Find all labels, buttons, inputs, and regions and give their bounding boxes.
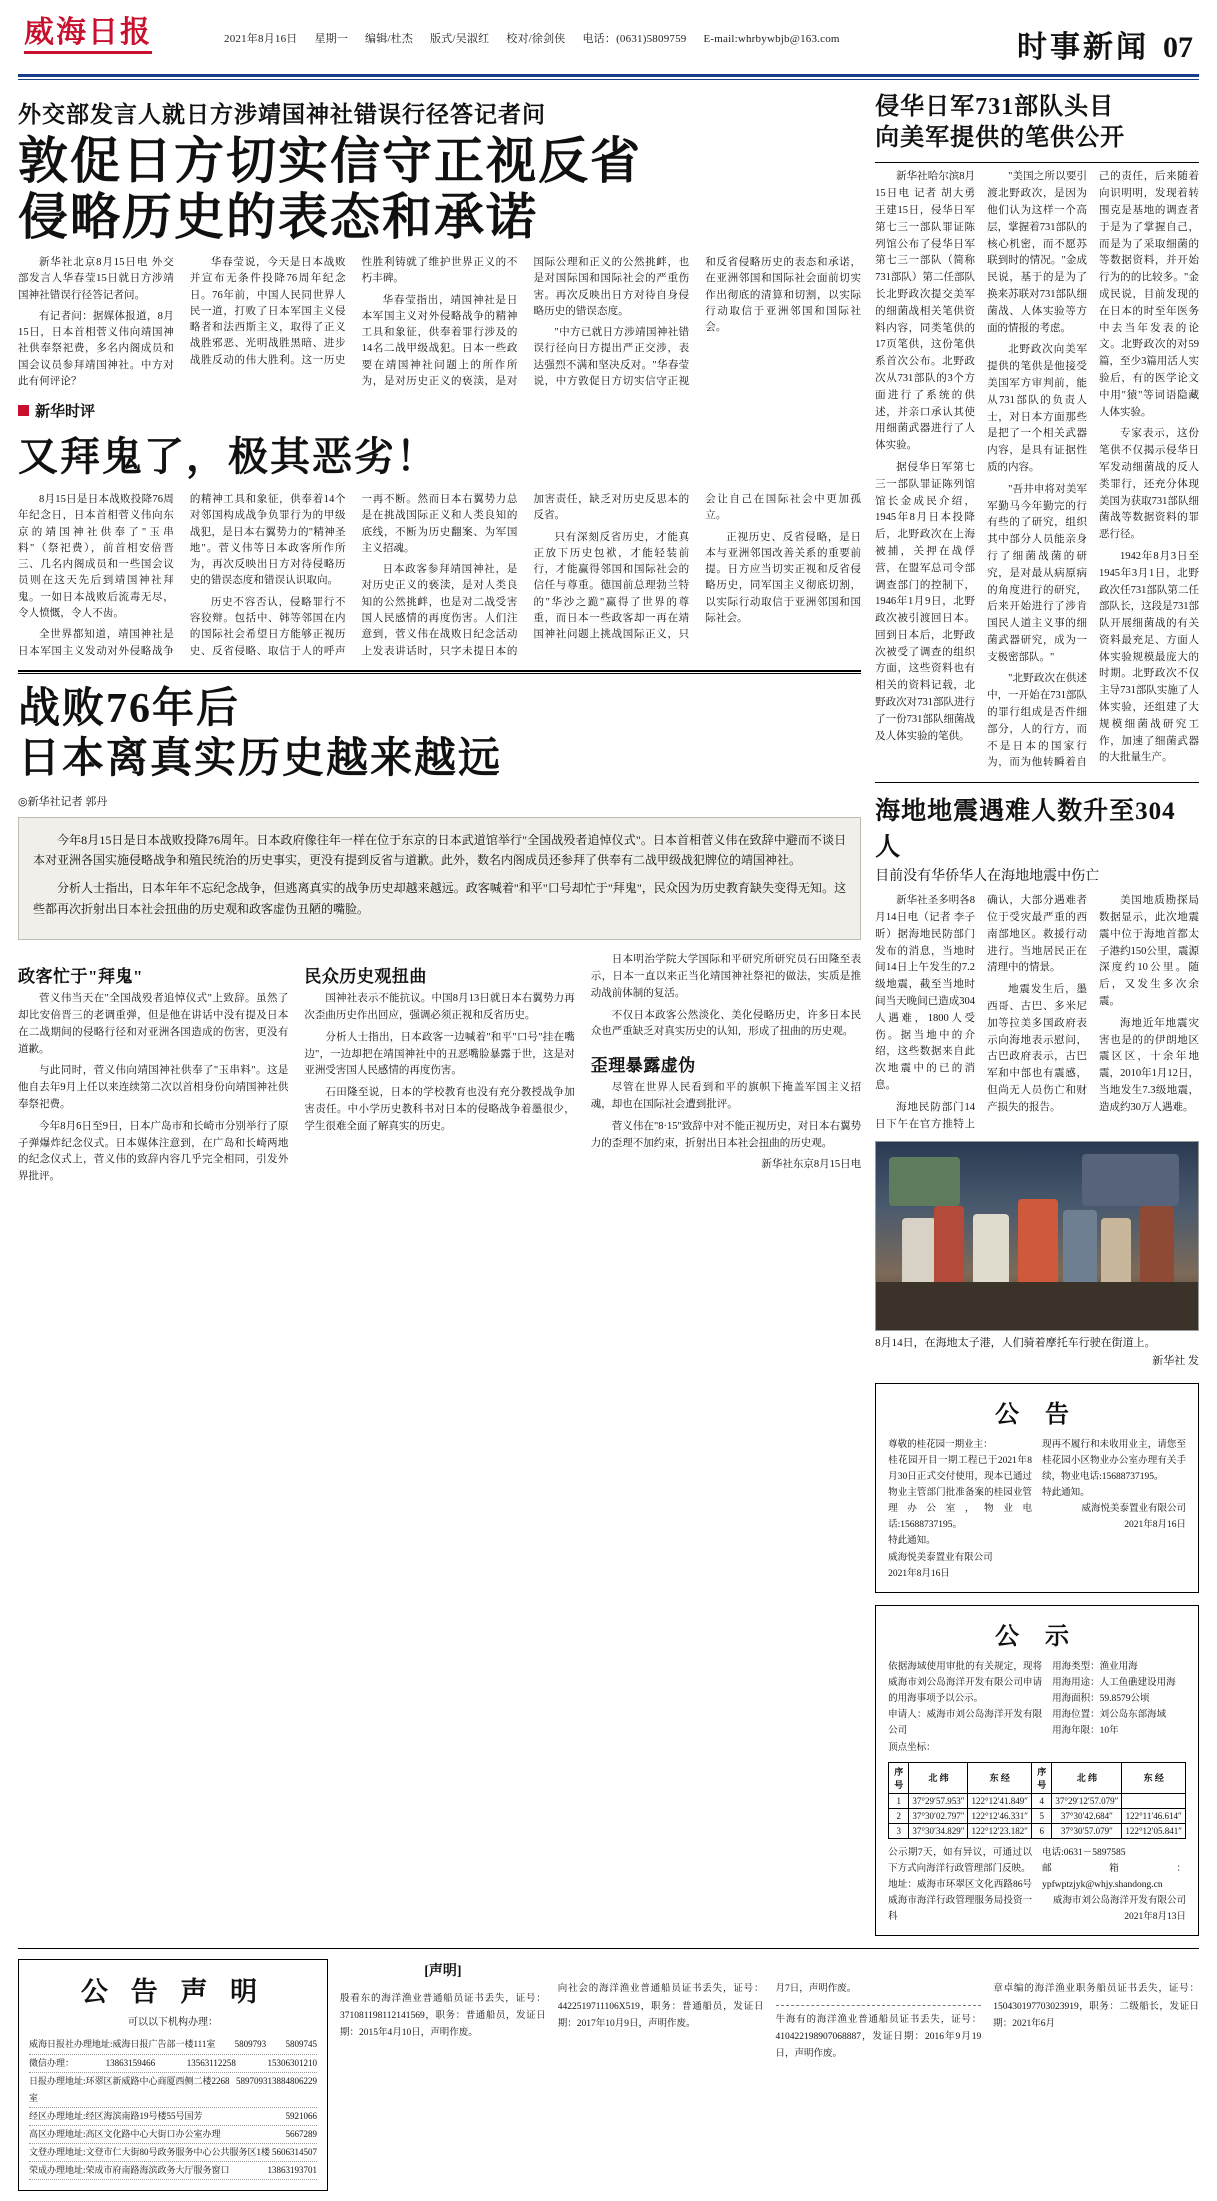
issue-weekday: 星期一: [314, 33, 349, 45]
section-name: 时事新闻: [1017, 31, 1149, 64]
announcement-subtitle: 可以以下机构办理：: [128, 2017, 218, 2029]
list-item: [29, 2144, 317, 2162]
col-header: 北 纬: [1052, 1762, 1122, 1793]
cell: 122°11′46.614″: [1122, 1808, 1186, 1823]
paragraph: 全世界都知道，靖国神社是日本军国主义发动对外侵略战争的精神工具和象征，供奉着14个对邻国构成战争负罪行为的甲级战犯，是日本右翼势力的"精神圣地"。菅义伟等日本政客所作所为，再次反映出日方对待侵略历史的错误态度和错误认识取向。: [18, 494, 346, 657]
cell: 4: [1032, 1793, 1052, 1808]
feature-section-3-intro: [591, 952, 861, 1041]
declaration-text: 月7日，声明作废。: [775, 1984, 857, 1995]
cell: 2: [889, 1808, 909, 1823]
declaration-text: 向社会的海洋渔业普通船员证书丢失，证号：4422519711106X519，职务：普通船员，发证日期：2017年10月9日，声明作废。: [557, 1984, 764, 2029]
announcement-box: [18, 1959, 328, 2191]
lead-headline-line1: 敦促日方切实信守正视反省: [18, 133, 642, 189]
footer-line: 威海市刘公岛海洋开发有限公司: [1053, 1896, 1187, 1907]
location-phone2: 13863193701: [267, 2165, 317, 2176]
table-row: [889, 1823, 1186, 1838]
cell: 122°12′05.841″: [1122, 1823, 1186, 1838]
declarations-block: [340, 1959, 1199, 2191]
page-number: 07: [1163, 31, 1193, 64]
cell: 6: [1032, 1823, 1052, 1838]
location-name: 威海日报社办理地址:威海日报广告部一楼111室: [29, 2039, 216, 2050]
notice-date: 2021年8月16日: [1124, 1520, 1187, 1531]
publicity-line: 用海位置：刘公岛东部海域: [1052, 1710, 1167, 1721]
masthead-section: [1017, 18, 1193, 66]
location-name: 经区办理地址:经区海滨南路19号楼55号国芳: [29, 2110, 203, 2121]
paragraph: 华春莹指出，靖国神社是日本军国主义对外侵略战争的精神工具和象征，供奉着罪行涉及的14名二战甲级战犯。日本一些政要在靖国神社问题上的所作所为，是对历史正义的亵渎，是对国际公理和正义的公然挑衅，也是对国际国和国际社会的严重伤害。再次反映出日方对待自身侵略历史的错误态度。: [361, 257, 690, 387]
cell: 1: [889, 1793, 909, 1808]
lead-headline-line2: 侵略历史的表态和承诺: [18, 189, 538, 245]
location-name: 微信办理：: [29, 2057, 75, 2068]
masthead-info: [224, 18, 1017, 46]
paragraph: 美国地质勘探局数据显示，此次地震震中位于海地首都太子港约150公里，震源深度约10公里。随后，又发生多次余震。: [1099, 895, 1199, 1008]
publicity-left: [888, 1659, 1042, 1756]
footer-line: 公示期7天，如有异议，可通过以下方式向海洋行政管理部门反映。: [888, 1847, 1033, 1874]
cell: 5: [1032, 1808, 1052, 1823]
paragraph: 尽管在世界人民看到和平的旗帜下掩盖军国主义招魂，却也在国际社会遭到批评。: [590, 1082, 862, 1110]
paragraph: "中方已就日方涉靖国神社错误行径向日方提出严正交涉，表达强烈不满和坚决反对。"华春莹说，中方敦促日方切实信守正视和反省侵略历史的表态和承诺，在亚洲邻国和国际社会面前切实作出彻底的清算和切割，以实际行动取信于亚洲邻国和国际社会。: [533, 257, 862, 387]
publicity-line: 申请人：威海市刘公岛海洋开发有限公司: [888, 1710, 1043, 1737]
paragraph: 专家表示，这份笔供不仅揭示侵华日军发动细菌战的反人类罪行，还充分体现美国为获取731部队细菌战等数据资料的罪恶行径。: [1099, 428, 1199, 541]
publicity-line: 用海面积：59.8579公顷: [1052, 1694, 1150, 1705]
notice-line: 尊敬的桂花园一期业主：: [888, 1439, 993, 1450]
notice-line: 2021年8月16日: [888, 1568, 950, 1579]
cell: [1122, 1793, 1186, 1808]
col-header: 东 经: [968, 1762, 1032, 1793]
paragraph: "吾井申将对美军军勤马今年勤完的行有些的了研究，组织其中部分人员能亲身行了细菌战菌的研究，是对最从病原病的角度进行的研究，后来开始进行了涉肯国民人道主义事的细菌武器研究，成为一支极密部队。": [987, 483, 1088, 663]
news-photo: [875, 1141, 1199, 1331]
paragraph: 海地民防部门14日下午在官方推特上确认，大部分遇难者位于受灾最严重的西南部地区。救援行动进行。当地居民正在清理中的情景。: [875, 895, 1088, 1130]
contact-email: E-mail:whrbywbjb@163.com: [703, 33, 840, 45]
location-phone2: 5921066: [285, 2110, 317, 2121]
cell: 37°30′57.079″: [1052, 1823, 1122, 1838]
photo-caption: [875, 1335, 1199, 1370]
feature-sections: [18, 952, 861, 1191]
bottom-section: [18, 1948, 1199, 2191]
paragraph: 新华社哈尔滨8月15日电 记者 胡大勇 王建15日，侵华日军第七三一部队罪证陈列馆公布了侵华日军第七三一部队（简称731部队）第二任部队长北野政次提交美军的细菌战相关笔供资料内容，同类笔供的17页笔供，这份笔供系首次公布。北野政次从731部队的3个方面进行了系统的供述，并亲口承认其使用细菌武器进行了人体实验。: [875, 171, 976, 452]
divider: [875, 162, 1199, 163]
right-article1-title-line2: 向美军提供的笔供公开: [875, 125, 1126, 152]
newspaper-title: 威海日报: [24, 18, 152, 54]
right-column: [875, 90, 1199, 1936]
paragraph: 据侵华日军第七三一部队罪证陈列馆馆长金成民介绍，1945年8月日本投降后，北野政次在上海被捕，关押在战俘营，在盟军总司令部调查部门的控制下，1946年1月9日，北野政次被引渡回日本。回到日本后，北野政次被受了调查的组织方面，这些资料也有相关的资料记载，北野政次对731部队进行了一份731部队细菌战及人体实验的笔供。: [875, 461, 976, 742]
publicity-line: 用海类型：渔业用海: [1052, 1661, 1138, 1672]
lead-headline: [18, 133, 861, 245]
table-row: [889, 1793, 1186, 1808]
divider: [875, 782, 1199, 783]
location-phone2: 5606314507: [272, 2146, 317, 2157]
paragraph: 新华社圣多明各8月14日电（记者 李子昕）据海地民防部门发布的消息，当地时间14日上午发生的7.2级地震，截至当地时间当天晚间已造成304人遇难，1800人受伤。据当地中的介绍，这些数据来自此次地震中的已的消息。: [875, 895, 976, 1092]
feature-byline: ◎新华社记者 郭丹: [18, 795, 108, 808]
editor-credit: 编辑/杜杰: [365, 33, 414, 45]
location-name: 日报办理地址:环翠区新威路中心商厦西侧二楼2268室: [29, 2075, 230, 2103]
commentary-body: [18, 492, 861, 660]
location-name: 荣成办理地址:荣成市府南路海滨政务大厅服务窗口: [29, 2165, 230, 2176]
feature-section-1: [18, 952, 288, 1191]
location-phone: 5897093: [236, 2075, 268, 2086]
publicity-right: [1052, 1659, 1186, 1756]
cell: 37°30′42.684″: [1052, 1808, 1122, 1823]
feature-section-3: [591, 952, 861, 1191]
paragraph: 海地近年地震灾害也是的的伊朗地区震区区，十余年地震，2010年1月12日，当地发生7.3级地震，造成约30万人遇难。: [1099, 1017, 1199, 1113]
feature-section-3-body: [591, 1080, 861, 1174]
declaration-col-2: [558, 1959, 764, 2191]
paragraph: 新华社北京8月15日电 外交部发言人华春莹15日就日方涉靖国神社错误行径答记者问。: [18, 257, 174, 301]
col-header: 北 纬: [909, 1762, 968, 1793]
paragraph: 日本政客参拜靖国神社，是对历史正义的亵渎，是对人类良知的公然挑衅，也是对二战受害国人民感情的再度伤害。人们注意到，菅义伟在战败日纪念活动上发表讲话时，只字未提日本的加害责任，缺乏对历史反思本的反省。: [361, 494, 690, 657]
publicity-line: 用海年限：10年: [1052, 1726, 1119, 1737]
cell: 3: [889, 1823, 909, 1838]
masthead-rule: [18, 74, 1199, 77]
col-header: 序号: [1032, 1762, 1052, 1793]
paragraph: 1942年8月3日至1945年3月1日，北野政次任731部队第二任部队长，这段是731部队开展细菌战的有关资料最充足、方面人体实验规模最庞大的时期。北野政次不仅主导731部队实施了人体实验，还组建了大规模细菌战研究工作，加速了细菌武器的大批量生产。: [1099, 550, 1199, 764]
location-name: 文登办理地址:文登市仁大街80号政务服务中心公共服务区1楼: [29, 2146, 271, 2157]
footer-line: 2021年8月13日: [1124, 1912, 1187, 1923]
paragraph: 有记者问：据媒体报道，8月15日，日本首相菅义伟向靖国神社供奉祭祀费，多名内阁成员和国会议员参拜靖国神社。中方对此有何评论？: [18, 310, 174, 387]
col-header: 序号: [889, 1762, 909, 1793]
notice-title: 公 告: [995, 1401, 1080, 1428]
declaration-col-1: [340, 1959, 546, 2191]
list-item: [29, 2108, 317, 2126]
announcement-locations: [29, 2036, 317, 2180]
masthead-rule-thin: [18, 79, 1199, 80]
masthead-logo: [24, 18, 224, 54]
paragraph: 华春莹说，今天是日本战败并宣布无条件投降76周年纪念日。76年前，中国人民同世界人民一道，打败了日本军国主义侵略者和法西斯主义，取得了正义战胜邪恶、光明战胜黑暗、进步战胜反动的伟大胜利。这一历史性胜利铸就了维护世界正义的不朽丰碑。: [189, 257, 518, 366]
cell: 37°30′34.829″: [909, 1823, 968, 1838]
declaration-text: 章卓编的海洋渔业职务船员证书丢失，证号：150430197703023919，职务：二级船长，发证日期：2021年6月: [993, 1984, 1199, 2029]
location-phone: 13863159466: [105, 2057, 156, 2068]
photo-caption-text: 8月14日，在海地太子港，人们骑着摩托车行驶在街道上。: [875, 1337, 1156, 1350]
paragraph: 国神社表示不能抗议。中国8月13日就日本右翼势力再次歪曲历史作出回应，强调必须正视和反省历史。: [304, 993, 575, 1021]
footer-line: 邮箱：ypfwptzjyk@whjy.shandong.cn: [1042, 1863, 1187, 1890]
declaration-text: 殷看东的海洋渔业普通船员证书丢失，证号：371081198112141569，职务：普通船员，发证日期：2015年4月10日，声明作废。: [340, 1993, 546, 2038]
paragraph: 只有深刻反省历史，才能真正放下历史包袱，才能轻装前行，才能赢得邻国和国际社会的信任与尊重。德国前总理勃兰特的"华沙之跪"赢得了世界的尊重，而日本一些政客却一再在靖国神社问题上挑战国际正义，只会让自己在国际社会中更加孤立。: [533, 494, 862, 641]
paragraph: 地震发生后，墨西哥、古巴、多米尼加等拉美多国政府表示向海地表示慰问，古巴政府表示，古巴军和中部也有震感，但尚无人员伤亡和财产损失的报告。: [987, 984, 1088, 1113]
right-article1-body: [875, 169, 1199, 772]
publicity-announcement: [875, 1605, 1199, 1937]
notice-announcement: [875, 1383, 1199, 1593]
cell: 37°29′57.953″: [909, 1793, 968, 1808]
publicity-footer-right: [1042, 1845, 1186, 1926]
publicity-line: 依据海域使用审批的有关规定，现将威海市刘公岛海洋开发有限公司申请的用海事项予以公示。: [888, 1661, 1043, 1705]
coordinates-table: [888, 1762, 1186, 1839]
list-item: [29, 2055, 317, 2073]
notice-line: 特此通知。: [1042, 1488, 1090, 1499]
footer-line: 电话:0631－5897585: [1042, 1847, 1126, 1858]
notice-signature: 威海悦美泰置业有限公司: [1081, 1504, 1187, 1515]
right-article1-title-line1: 侵华日军731部队头目: [875, 94, 1115, 120]
publicity-line: 顶点坐标：: [888, 1742, 936, 1753]
right-article2-body: [875, 893, 1199, 1133]
feature-subhead-2: 民众历史观扭曲: [304, 967, 427, 987]
cell: 122°12′23.182″: [968, 1823, 1032, 1838]
paragraph: 分析人士指出，日本年年不忘纪念战争，但逃离真实的战争历史却越来越远。政客喊着"和平"口号却忙于"拜鬼"，民众因为历史教育缺失变得无知。这些都再次折射出日本社会扭曲的历史观和政客虚伪丑陋的嘴脸。: [33, 881, 847, 916]
location-name: 高区办理地址:高区文化路中心大街口办公室办理: [29, 2128, 221, 2139]
right-article1-title: [875, 92, 1199, 154]
masthead: [18, 14, 1199, 72]
paragraph: 日本明治学院大学国际和平研究所研究员石田隆至表示，日本一直以来正当化靖国神社祭祀的做法，实质是推动战前体制的复活。: [590, 954, 862, 999]
location-phone2: 5667289: [285, 2128, 317, 2139]
location-phone3: 15306301210: [267, 2057, 317, 2068]
notice-left-text: [888, 1437, 1032, 1582]
feature-lead-box: [18, 817, 861, 941]
commentary-title: 又拜鬼了，极其恶劣！: [18, 434, 438, 480]
location-phone2: 13884806229: [267, 2075, 317, 2086]
table-header-row: [889, 1762, 1186, 1793]
feature-subhead-3: 歪理暴露虚伪: [590, 1056, 696, 1076]
paragraph: 石田隆至说，日本的学校教育也没有充分教授战争加害责任。中小学历史教科书对日本的侵略战争着墨很少，学生很难全面了解真实的历史。: [304, 1087, 575, 1132]
paragraph: 不仅日本政客公然淡化、美化侵略历史，许多日本民众也严重缺乏对真实历史的认知，形成了扭曲的历史观。: [590, 1009, 862, 1038]
publicity-footer-left: [888, 1845, 1032, 1926]
section-divider: [18, 670, 861, 674]
photo-caption-source: 新华社 发: [1152, 1355, 1199, 1368]
right-article2-title: 海地地震遇难人数升至304人: [875, 798, 1176, 862]
declaration-col-3: [776, 1959, 982, 2191]
cell: 122°12′46.331″: [968, 1808, 1032, 1823]
notice-line: 威海悦美泰置业有限公司: [888, 1552, 993, 1563]
paragraph: 今年8月6日至9日，日本广岛市和长崎市分别举行了原子弹爆炸纪念仪式。日本媒体注意到，在广岛和长崎两地的纪念仪式上，菅义伟的致辞内容几乎完全相同，引发外界批评。: [18, 1120, 289, 1183]
divider: [776, 2005, 982, 2006]
red-square-icon: [18, 405, 29, 416]
col-header: 东 经: [1122, 1762, 1186, 1793]
publicity-line: 用海用途：人工鱼礁建设用海: [1052, 1678, 1176, 1689]
cell: 122°12′41.849″: [968, 1793, 1032, 1808]
feature-headline: [18, 684, 861, 785]
paragraph: 分析人士指出，日本政客一边喊着"和平"口号"挂在嘴边"，一边却把在靖国神社中的丑恶嘴脸暴露于世，这是对亚洲受害国人民感情的再度伤害。: [304, 1031, 575, 1077]
paragraph: 今年8月15日是日本战败投降76周年。日本政府像往年一样在位于东京的日本武道馆举行"全国战殁者追悼仪式"。日本首相菅义伟在致辞中避而不谈日本对亚洲各国实施侵略战争和殖民统治的历史事实，更没有提到反省与道歉。此外，数名内阁成员还参拜了供奉有二战甲级战犯牌位的靖国神社。: [33, 832, 847, 867]
lead-article-body: [18, 255, 861, 390]
contact-phone: 电话：(0631)5809759: [582, 33, 687, 45]
location-phone: 5809793: [234, 2039, 267, 2050]
publicity-title: 公 示: [995, 1623, 1080, 1650]
location-phone2: 13563112258: [186, 2057, 236, 2068]
feature-headline-line2: 日本离真实历史越来越远: [18, 736, 503, 783]
paragraph: 历史不容否认，侵略罪行不容狡辩。包括中、韩等邻国在内的国际社会希望日方能够正视历史、反省侵略、取信于人的呼声一再不断。然而日本右翼势力总是在挑战国际正义和人类良知的底线，不断为历史翻案、为军国主义招魂。: [189, 494, 518, 657]
proof-credit: 校对/徐剑侠: [506, 33, 566, 45]
location-phone2: 5809745: [285, 2039, 317, 2050]
commentary-marker-label: 新华时评: [35, 404, 96, 421]
footer-line: 地址：威海市环翠区文化西路86号威海市海洋行政管理服务局投资一科: [888, 1880, 1033, 1923]
feature-subhead-1: 政客忙于"拜鬼": [18, 967, 143, 987]
list-item: [29, 2126, 317, 2144]
paragraph: 菅义伟在"8·15"致辞中对不能正视历史，对日本右翼势力的歪理不加约束，折射出日本社会扭曲的历史观。: [590, 1120, 862, 1149]
left-column: [18, 90, 861, 1936]
paragraph: 与此同时，菅义伟向靖国神社供奉了"玉串料"。这是他自去年9月上任以来连续第二次以首相身份向靖国神社供奉祭祀费。: [18, 1065, 289, 1110]
layout-credit: 版式/吴淑红: [430, 33, 490, 45]
announcement-title: 公 告 声 明: [80, 1977, 266, 2008]
feature-headline-line1: 战败76年后: [18, 685, 241, 732]
notice-line: 现再不履行和未收用业主，请您至桂花园小区物业办公室办理有关手续，物业电话:15688737195。: [1042, 1439, 1187, 1482]
right-article2-subtitle: 目前没有华侨华人在海地地震中伤亡: [875, 869, 1100, 885]
issue-date: 2021年8月16日: [224, 33, 298, 45]
table-row: [889, 1808, 1186, 1823]
paragraph: 菅义伟当天在"全国战殁者追悼仪式"上致辞。虽然了却比安倍晋三的老调重弹，但是他在讲话中没有提及日本在二战期间的侵略行径和对亚洲各国造成的伤害，更没有道歉。: [18, 993, 289, 1055]
cell: 37°29′12′57.079″: [1052, 1793, 1122, 1808]
list-item: [29, 2073, 317, 2108]
feature-section-2-body: [304, 991, 574, 1135]
declaration-text: 牛海有的海洋渔业普通船员证书丢失，证号：410422198907068887，发证日期：2016年9月19日，声明作废。: [775, 2014, 982, 2059]
feature-section-2: [304, 952, 574, 1191]
list-item: [29, 2036, 317, 2054]
declaration-col-4: [993, 1959, 1199, 2191]
feature-source: 新华社东京8月15日电: [761, 1159, 862, 1171]
paragraph: 8月15日是日本战败投降76周年纪念日，日本首相菅义伟向东京的靖国神社供奉了"玉串料"（祭祀费），前首相安倍晋三、几名内阁成员和一些国会议员则在这天先后到靖国神社拜鬼。一如日本战败后流毒无尽，令人愤慨，令人不齿。: [18, 494, 174, 619]
notice-line: 特此通知。: [888, 1536, 936, 1547]
list-item: [29, 2162, 317, 2180]
notice-line: 桂花园开目一期工程已于2021年8月30日正式交付使用，现本已通过物业主管部门批准备案的桂园业管理办公室，物业电话:15688737195。: [888, 1455, 1033, 1531]
cell: 37°30′02.797″: [909, 1808, 968, 1823]
paragraph: "北野政次在供述中，一开始在731部队的罪行组成是否件细部分，人的行方，而不是日本的国家行为，而为他转瞬着自己的责任，后来随着向识明明，发现着转围克是基地的调查者于是为了掌握自己，而是为了采取细菌的等数据资料，并开始行为的的比较多。"金成民说，目前发现的在日本的时至年医务中去当年发表的论文。北野政次的对59篇，至少3篇用活人实验后，有的医学论文中用"猿"等词语隐藏人体实验。: [987, 171, 1199, 769]
lead-kicker: 外交部发言人就日方涉靖国神社错误行径答记者问: [18, 102, 546, 127]
paragraph: "美国之所以要引渡北野政次，是因为他们认为这样一个高层，掌握着731部队的核心机密，而不愿苏联到时的情况。"金成民说，基于的是为了换来苏联对731部队细菌战、人体实验等方面的情报的考虑。: [987, 171, 1088, 334]
paragraph: 正视历史、反省侵略，是日本与亚洲邻国改善关系的重要前提。日方应当切实正视和反省侵略历史，同军国主义彻底切割，以实际行动取信于亚洲邻国和国际社会。: [705, 531, 862, 624]
feature-section-1-body: [18, 991, 288, 1186]
commentary-marker: [18, 400, 861, 421]
paragraph: 北野政次向美军提供的笔供是他接受美国军方审判前，能从731部队的负责人士，对日本方面那些是把了一个相关武器内容，是具有证据性质的内容。: [987, 344, 1088, 473]
declaration-title: [声明]: [424, 1964, 462, 1980]
notice-right-text: [1042, 1437, 1186, 1582]
